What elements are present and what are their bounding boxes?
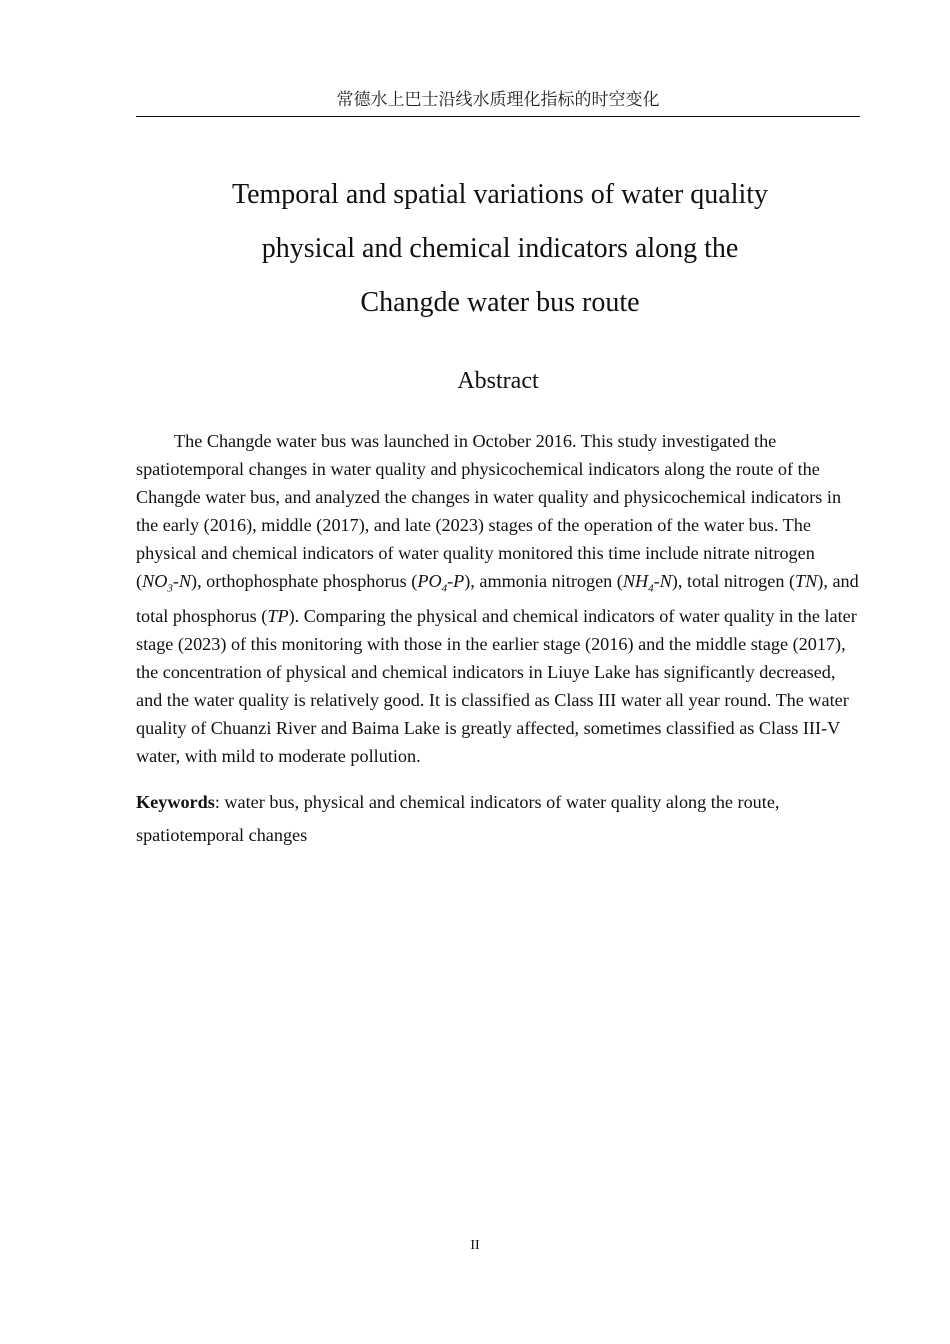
title-line-3: Changde water bus route [360, 287, 640, 318]
abstract-text-6: ). Comparing the physical and chemical indicators of water quality in the later stage (2023) of this monitoring with those in the earlier stage (2016) and the middle stage (2017), the concentration of physical and chemical indicators in Liuye Lake has significantly decreased, and the water quality is relatively good. It is classified as Class III water all year round. The water quality of Chuanzi River and Baima Lake is greatly affected, sometimes classified as Class III-V water, with mild to moderate pollution. [136, 606, 857, 766]
keywords-text: : water bus, physical and chemical indicators of water quality along the route, spatiotemporal changes [136, 792, 780, 845]
ammonia-formula: $NH_4-N$ [622, 570, 672, 595]
phosphate-formula: $PO_4-P$ [417, 570, 465, 595]
running-header: 常德水上巴士沿线水质理化指标的时空变化 [336, 90, 660, 110]
abstract-text-5: ), and total phosphorus ( [136, 570, 859, 627]
abstract-text-1: The Changde water bus was launched in October 2016. This study investigated the spatiotemporal changes in water quality and physicochemical indicators along the route of the Changde water bus, and analyzed the changes in water quality and physicochemical indicators in the early (2016), middle (2017), and late (2023) stages of the operation of the water bus. The physical and chemical indicators of water quality monitored this time include nitrate nitrogen ( [136, 431, 842, 591]
tp-abbrev: TP [267, 606, 289, 627]
title-line-1: Temporal and spatial variations of water quality [231, 179, 769, 210]
nitrate-formula: $NO_3-N$ [142, 570, 192, 595]
keywords-label: Keywords [136, 792, 215, 812]
abstract-text-3: ), ammonia nitrogen ( [464, 570, 623, 591]
header-divider [136, 116, 860, 117]
abstract-heading: Abstract [457, 368, 539, 394]
title-line-2: physical and chemical indicators along the [261, 233, 739, 264]
abstract-text-2: ), orthophosphate phosphorus ( [191, 570, 418, 591]
paper-title [150, 168, 850, 330]
page-number: II [470, 1238, 480, 1253]
tn-abbrev: TN [795, 570, 818, 591]
abstract-paragraph [136, 428, 862, 771]
abstract-text-4: ), total nitrogen ( [671, 570, 796, 591]
keywords-paragraph [136, 786, 860, 852]
